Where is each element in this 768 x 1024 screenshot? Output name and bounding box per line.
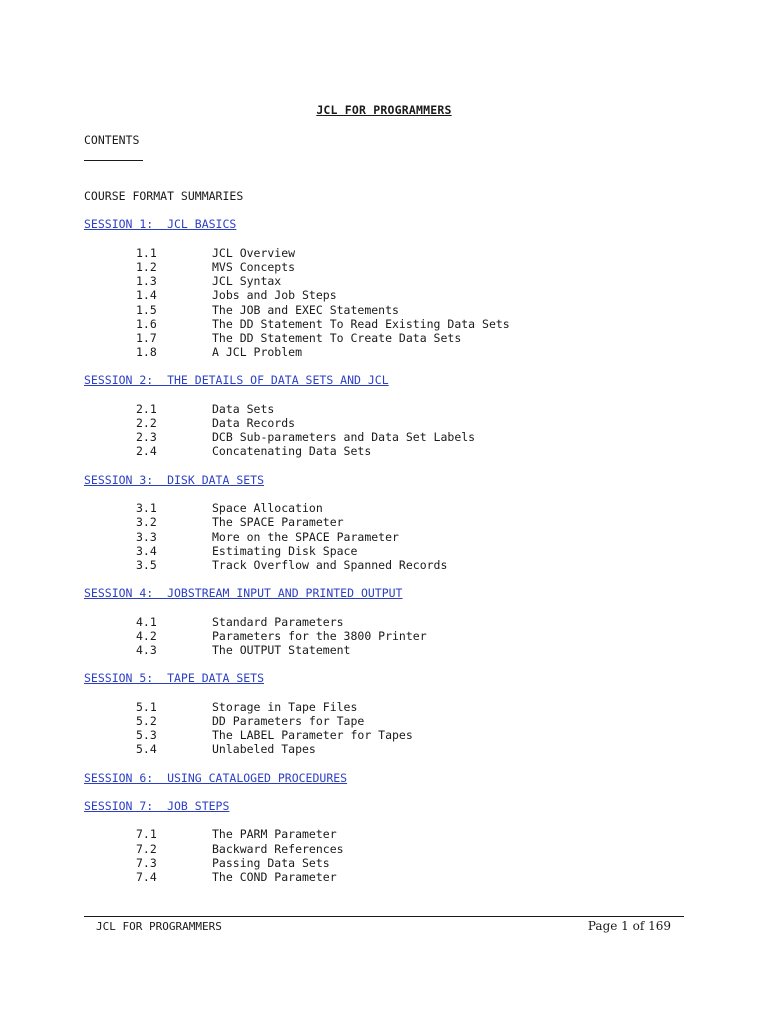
session-heading [84, 373, 704, 387]
toc-item-title: Jobs and Job Steps [212, 288, 337, 303]
toc-item-number: 4.2 [136, 628, 157, 643]
toc-item-title: A JCL Problem [212, 345, 303, 360]
toc-item-title: Space Allocation [212, 501, 323, 516]
toc-item-title: The COND Parameter [212, 870, 337, 884]
toc-item [84, 827, 704, 841]
toc-item-number: 1.6 [136, 316, 157, 331]
toc-item-number: 2.4 [136, 444, 157, 459]
session-heading [84, 473, 704, 487]
toc-item-number: 5.1 [136, 699, 157, 714]
toc-item [84, 870, 704, 884]
toc-item-title: Data Sets [212, 401, 275, 416]
footer-title: JCL FOR PROGRAMMERS [96, 920, 222, 933]
session-heading [84, 217, 704, 231]
toc-item [84, 317, 704, 331]
session-link-2[interactable]: SESSION 2: THE DETAILS OF DATA SETS AND JCL [84, 373, 389, 388]
contents-heading: CONTENTS [84, 133, 140, 147]
toc-item [84, 501, 704, 515]
toc-item [84, 629, 704, 643]
toc-item-number: 5.3 [136, 728, 157, 743]
toc-item-title: Concatenating Data Sets [212, 444, 372, 459]
toc-item-title: MVS Concepts [212, 259, 296, 274]
session-link-3[interactable]: SESSION 3: DISK DATA SETS [84, 472, 265, 487]
toc-item-title: Parameters for the 3800 Printer [212, 628, 427, 643]
toc-item [84, 742, 704, 756]
toc-item [84, 260, 704, 274]
toc-item-number: 2.3 [136, 430, 157, 445]
toc-item-number: 2.1 [136, 401, 157, 416]
toc-item [84, 303, 704, 317]
toc-item-number: 1.8 [136, 345, 157, 360]
toc-item-title: Unlabeled Tapes [212, 742, 316, 757]
toc-item-number: 3.1 [136, 501, 157, 516]
toc-item-title: The OUTPUT Statement [212, 643, 351, 657]
toc-item-title: JCL Syntax [212, 274, 282, 289]
toc-item-title: Backward References [212, 841, 344, 856]
toc-item-title: Standard Parameters [212, 614, 344, 629]
toc-item-number: 3.2 [136, 515, 157, 530]
toc-item [84, 856, 704, 870]
toc-item-number: 4.1 [136, 614, 157, 629]
course-format-summaries: COURSE FORMAT SUMMARIES [84, 189, 244, 203]
toc-item [84, 842, 704, 856]
toc-item-number: 5.4 [136, 742, 157, 757]
session-heading [84, 799, 704, 813]
toc-item-number: 3.5 [136, 557, 157, 572]
toc-item [84, 274, 704, 288]
table-of-contents [84, 189, 704, 884]
toc-item-title: The JOB and EXEC Statements [212, 302, 399, 317]
toc-item [84, 700, 704, 714]
toc-item [84, 331, 704, 345]
toc-item-title: Storage in Tape Files [212, 699, 358, 714]
footer-divider [84, 916, 684, 917]
toc-item-number: 1.3 [136, 274, 157, 289]
toc-item-title: DD Parameters for Tape [212, 713, 365, 728]
toc-item-number: 1.4 [136, 288, 157, 303]
session-link-5[interactable]: SESSION 5: TAPE DATA SETS [84, 671, 265, 686]
session-link-4[interactable]: SESSION 4: JOBSTREAM INPUT AND PRINTED OUTPUT [84, 586, 403, 601]
toc-item [84, 246, 704, 260]
toc-item-title: More on the SPACE Parameter [212, 529, 399, 544]
toc-item [84, 345, 704, 359]
toc-item-number: 1.1 [136, 245, 157, 260]
toc-item-number: 3.4 [136, 543, 157, 558]
toc-item-title: The DD Statement To Create Data Sets [212, 330, 462, 345]
toc-item [84, 643, 704, 657]
toc-item-title: Estimating Disk Space [212, 543, 358, 558]
toc-item [84, 558, 704, 572]
toc-item-title: The LABEL Parameter for Tapes [212, 728, 413, 743]
toc-item [84, 530, 704, 544]
toc-item [84, 515, 704, 529]
toc-item-number: 1.5 [136, 302, 157, 317]
session-link-6[interactable]: SESSION 6: USING CATALOGED PROCEDURES [84, 770, 348, 785]
toc-item-title: The DD Statement To Read Existing Data Sets [212, 316, 510, 331]
session-heading [84, 671, 704, 685]
toc-item-number: 5.2 [136, 713, 157, 728]
toc-item-number: 7.4 [136, 870, 157, 884]
toc-item-number: 7.2 [136, 841, 157, 856]
toc-item-number: 7.1 [136, 827, 157, 842]
session-link-7[interactable]: SESSION 7: JOB STEPS [84, 799, 230, 814]
toc-item-number: 7.3 [136, 855, 157, 870]
toc-item-number: 1.7 [136, 330, 157, 345]
toc-item-number: 2.2 [136, 416, 157, 430]
toc-item-number: 4.3 [136, 643, 157, 657]
page-number: Page 1 of 169 [587, 919, 671, 933]
toc-item [84, 288, 704, 302]
toc-item [84, 402, 704, 416]
toc-item [84, 544, 704, 558]
toc-item-title: JCL Overview [212, 245, 296, 260]
toc-item [84, 430, 704, 444]
toc-item-title: The SPACE Parameter [212, 515, 344, 530]
document-title: JCL FOR PROGRAMMERS [316, 103, 452, 117]
toc-item [84, 444, 704, 458]
toc-item-number: 1.2 [136, 259, 157, 274]
toc-item-number: 3.3 [136, 529, 157, 544]
toc-item-title: Passing Data Sets [212, 855, 330, 870]
toc-item [84, 728, 704, 742]
toc-item-title: Track Overflow and Spanned Records [212, 557, 448, 572]
session-heading [84, 771, 704, 785]
toc-item [84, 615, 704, 629]
toc-item [84, 714, 704, 728]
session-link-1[interactable]: SESSION 1: JCL BASICS [84, 217, 237, 232]
contents-underline [84, 160, 143, 161]
toc-item-title: The PARM Parameter [212, 827, 337, 842]
session-heading [84, 586, 704, 600]
toc-item-title: DCB Sub-parameters and Data Set Labels [212, 430, 476, 445]
toc-item [84, 416, 704, 430]
toc-item-title: Data Records [212, 416, 296, 430]
